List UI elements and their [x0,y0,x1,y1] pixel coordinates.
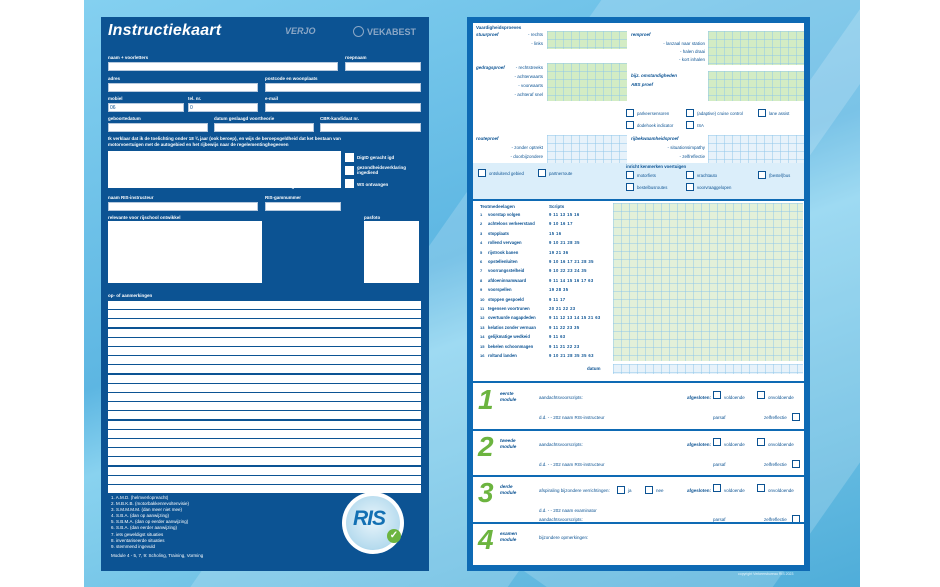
table-row [473,259,613,269]
notitie-item: 1. A.M.D. (helmverlopreacht) [111,495,169,500]
stuurproef-label: stuurproef [476,32,499,37]
remark-line[interactable] [108,476,421,484]
row-number: 4 [480,240,483,246]
row-scripts: 9 11 22 23 35 [549,324,580,330]
module-line1: afspiraling bijzondere verrichtingen: [539,488,610,493]
geboortedatum-field[interactable] [108,123,208,132]
row-number: 3 [480,230,483,236]
label-ris-instructeur: naam RIS-instructeur [108,195,154,200]
bus-label: (bestel)bus [769,173,791,178]
route-grid[interactable] [547,135,627,163]
zelfreflectie-checkbox[interactable] [792,413,800,421]
vaardigheden-title: Vaardigheidsproeves [476,25,522,30]
instruction-card-front [101,17,429,571]
row-lesson: rollend vervagen [488,240,522,246]
row-scripts: 9 11 13 15 16 [549,212,580,217]
module-line2: d.d. - - 202 naam examinator [539,508,597,513]
module-line2: d.d. - - 202 naam RIS-instructeur [539,415,605,420]
gedrag-item: - achteraf snel [514,92,543,97]
remark-line[interactable] [108,439,421,447]
notitie-item: 8. inventariseerde situaties [111,537,165,543]
rijbek-item: - situationsimpathy [667,145,705,150]
gedrag-grid[interactable] [547,63,627,101]
gedrag-item: - rechtstreeks [515,65,543,70]
row-scripts: 19 21 36 [549,249,569,255]
row-number: 7 [480,268,483,274]
module-line1: aandachtsvoorscripts: [539,442,583,447]
tbl-header-scripts: Scripts [549,204,565,209]
row-lesson: stopplaats [488,230,509,236]
dodehoek-label: dodehoek indicator [637,123,674,128]
table-row [473,315,613,325]
nee-checkbox[interactable] [645,486,653,494]
label-handtekening: handtekening [265,184,295,189]
voldoende-checkbox[interactable] [713,438,721,446]
notities-footer: Module 4 - 5, 7, 9: Scholing, Training, Vorming [111,552,204,558]
declaration-box[interactable] [108,151,341,188]
brand-verjo: VERJO [285,26,316,36]
voorvraag-label: voorvraaggelopen [697,185,732,190]
rem-grid[interactable] [708,31,804,65]
remark-line[interactable] [108,356,421,364]
ws-label: WS ontvangen [357,182,389,187]
ja-checkbox[interactable] [617,486,625,494]
route-item: - doorbijzondere [510,154,543,159]
checkmark-icon: ✓ [387,529,401,543]
lane-assist-checkbox[interactable] [758,109,766,117]
adres-field[interactable] [108,83,258,92]
parsaf-label: parsaf [713,517,726,522]
partner-checkbox[interactable] [538,169,546,177]
options-strip [473,163,804,199]
row-lesson: overtuurde nagapdeden [488,315,536,321]
postcode-field[interactable] [265,83,421,92]
remark-line[interactable] [108,430,421,438]
row-scripts: 9 10 21 28 35 [549,240,580,246]
label-postcode: postcode en woonplaats [265,76,318,81]
table-row [473,212,613,222]
lane-assist-label: lane assist [769,111,790,116]
row-lesson: voorrangsstelheid [488,268,525,274]
module-name: tweede module [500,438,517,449]
verkeer-title: inricht kenmerken voertuigen [626,164,687,169]
declaration-text: Ik verklaar dat ik de toelichting onder 18 ¾ jaar (ook beroep), en wijs de beroepsgeldheid dat ket bestaan van motorvoertuigen met de autogebied en het rijbewijs naar de regelementinghegeeven [108,136,341,147]
rem-item: - kort inhalen [678,57,705,62]
remark-line[interactable] [108,393,421,401]
module-line1: aandachtsvoorscripts: [539,395,583,400]
row-lesson: roltand landen [488,353,517,358]
voldoende-checkbox[interactable] [713,484,721,492]
row-lesson: kelatios zonder vernuan [488,324,536,330]
remark-line[interactable] [108,421,421,429]
row-number: 12 [480,315,485,321]
row-lesson: afdoeninnamwaard [488,277,527,283]
notitie-item: 2. M.B.K.B. (motorbakkenrevoltenvisie) [111,501,190,507]
gedragsproef-label: gedragsproef [476,65,505,70]
abs-label: ABS proef [631,82,654,87]
remark-line[interactable] [108,375,421,383]
stuur-links: - links [531,41,543,46]
bus-checkbox[interactable] [758,171,766,179]
notitie-item: 4. S.B.A. (dan op aanwijzing) [111,513,170,519]
row-number: 10 [480,296,485,302]
remark-line[interactable] [108,310,421,318]
bestelbus-checkbox[interactable] [626,183,634,191]
cruise-checkbox[interactable] [686,109,694,117]
row-number: 9 [480,287,483,293]
row-number: 8 [480,277,483,283]
onvoldoende-label: onvoldoende [768,442,794,447]
mobiel-field[interactable] [108,103,184,112]
remark-line[interactable] [108,338,421,346]
ris-nummer-field[interactable] [265,202,341,211]
label-cbr: CBR-kandidaat nr. [320,116,360,121]
row-scripts: 9 11 12 13 14 15 21 63 [549,315,601,321]
row-scripts: 9 10 22 23 24 35 [549,268,587,274]
table-row [473,306,613,316]
module-divider [473,429,804,431]
module-number: 4 [478,524,494,555]
remproef-label: remproef [631,32,651,37]
parsaf-label: parsaf [713,415,726,420]
notitie-item: 6. S.B.A. (dan eerder aanwijzing) [111,525,178,531]
onvoldoende-checkbox[interactable] [757,484,765,492]
parkeersensoren-checkbox[interactable] [626,109,634,117]
stuur-rechts: - rechts [527,32,543,37]
label-naam-sig: naam [186,184,198,189]
modules-panel [473,383,804,565]
bijzondere-label: bijz. omstandigheden [631,73,678,78]
zelfreflectie-checkbox[interactable] [792,460,800,468]
vaardigheden-panel [473,23,804,171]
row-scripts: 19 28 35 [549,287,569,293]
rijbek-label: rijbekwaamheidsproef [631,136,679,141]
naam-field[interactable] [108,62,338,71]
card-title: Instructiekaart [108,22,222,39]
voorvraag-checkbox[interactable] [686,183,694,191]
ris-logo-text: RIS [353,507,386,530]
zelfreflectie-label: zelfreflectie [764,462,787,467]
zelfreflectie-label: zelfreflectie [764,517,787,522]
gedrag-item: - achterwaarts [514,74,543,79]
brand-vekabest: VEKABEST [353,26,416,37]
row-number: 2 [480,221,483,227]
remark-line[interactable] [108,347,421,355]
remark-line[interactable] [108,319,421,327]
remark-line[interactable] [108,467,421,475]
bebouwd-checkbox[interactable] [478,169,486,177]
datum-label: datum [587,366,601,371]
module-line3: aandachtsvoorscripts: [539,517,583,522]
lessons-grid[interactable] [613,203,803,361]
onvoldoende-checkbox[interactable] [757,391,765,399]
label-roepnaam: roepnaam [345,55,367,60]
label-pasfoto: pasfoto [364,215,381,220]
parsaf-label: parsaf [713,462,726,467]
stuur-grid[interactable] [547,31,627,49]
row-number: 11 [480,306,485,311]
remark-line[interactable] [108,457,421,465]
module-name: examen module [500,531,518,542]
remark-line[interactable] [108,384,421,392]
route-item: - zonder optrekt [511,145,543,150]
row-lesson: tegensen voortrunen [488,306,530,311]
result-label: afgesloten: [687,442,712,447]
module-divider [473,475,804,477]
notitie-item: 9. stemmend ingevuld [111,543,156,549]
row-lesson: stoppen gespoeld [488,296,524,302]
cbr-field[interactable] [320,123,421,132]
rijbek-item: - zelfreflectie [679,154,705,159]
motorfiets-checkbox[interactable] [626,171,634,179]
row-lesson: achteloos verkeerstand [488,221,535,227]
remark-line[interactable] [108,329,421,337]
zelfreflectie-label: zelfreflectie [764,415,787,420]
result-label: afgesloten: [687,395,712,400]
row-scripts: 9 10 16 17 21 28 35 [549,259,594,264]
bestelbus-label: bestelbusroutes [637,185,668,190]
row-scripts: 15 16 [549,230,562,236]
table-row [473,325,613,335]
vrachtauto-checkbox[interactable] [686,171,694,179]
row-lesson: bekelen schoonmagen [488,343,534,349]
rem-item: - lanzaal naar station [663,41,705,46]
module-name: eerste module [500,391,517,402]
routeproef-label: routeproef [476,136,499,141]
gedrag-item: - voorwaarts [518,83,543,88]
label-datum: datum [108,184,122,189]
notitie-item: 5. S.B.M.A. (dan op eerder aanwijzing) [111,519,189,525]
copyright: copyright Verkeersbureau RIS 2023 [738,572,794,576]
ja-label: ja [628,488,632,493]
ris-instructeur-field[interactable] [108,202,258,211]
row-scripts: 20 21 22 23 [549,306,576,311]
module-name: derde module [500,484,517,495]
pasfoto-box[interactable] [364,221,419,283]
notitie-item: 7. iets geweldigst situaties [111,531,164,537]
module-divider [473,522,804,524]
module-line1: bijzondere opmerkingen: [539,535,589,540]
telnr-prefix: 0 [190,105,193,111]
row-lesson: voorstap volgen [488,212,521,217]
remark-line[interactable] [108,411,421,419]
module-number: 2 [478,431,494,462]
row-lesson: opstellenluiten [488,259,518,264]
telnr-field[interactable] [188,103,258,112]
row-lesson: gelijkmatige wedkeid [488,334,530,340]
onvoldoende-label: onvoldoende [768,488,794,493]
label-datum-geslaagd: datum geslaagd voortheorie [214,116,275,121]
label-mobiel: mobiel [108,96,123,101]
table-row [473,344,613,354]
email-field[interactable] [265,103,421,112]
table-row [473,231,613,241]
vrachtauto-label: vrachtauto [697,173,718,178]
instruction-card-back [467,17,810,571]
row-number: 16 [480,353,485,358]
table-row [473,353,613,363]
digid-label: DigID geracht igd [357,155,395,160]
row-number: 1 [480,212,483,217]
table-row [473,268,613,278]
result-label: afgesloten: [687,488,712,493]
label-opmerkingen: op- of aanmerkingen [108,293,153,298]
remark-line[interactable] [108,301,421,309]
roepnaam-field[interactable] [345,62,421,71]
row-number: 6 [480,259,483,264]
onvoldoende-label: onvoldoende [768,395,794,400]
label-reden: relevante voor rijschool ontwikkel [108,215,181,220]
mobiel-prefix: 06 [110,105,116,111]
notities-title: Notities [108,487,125,492]
label-naam: naam + voorletters [108,55,149,60]
row-number: 13 [480,324,485,330]
onvoldoende-checkbox[interactable] [757,438,765,446]
table-row [473,240,613,250]
datum-geslaagd-field[interactable] [214,123,314,132]
module-line2: d.d. - - 202 naam RIS-instructeur [539,462,605,467]
row-number: 5 [480,249,483,255]
row-scripts: 9 11 17 [549,296,566,302]
parkeersensoren-label: parkeersensoren [637,111,670,116]
remark-line[interactable] [108,365,421,373]
module-number: 3 [478,477,494,508]
digid-checkbox[interactable] [345,153,354,162]
rijbek-grid[interactable] [708,135,804,163]
row-scripts: 9 10 21 28 35 35 63 [549,353,594,358]
gezondheid-checkbox[interactable] [345,166,354,175]
label-email: e-mail [265,96,279,101]
partner-label: partnerroute [549,171,573,176]
label-telnr: tel. nr. [188,96,202,101]
notities-list [111,495,203,559]
bebouwd-label: ontsluitend gebied [489,171,524,176]
row-scripts: 9 11 14 15 16 17 63 [549,277,594,283]
row-number: 15 [480,343,485,349]
row-lesson: rijstrook banen [488,249,519,255]
reden-box[interactable] [108,221,262,283]
table-row [473,221,613,231]
table-row [473,287,613,297]
row-lesson: voorspellen [488,287,512,293]
label-ris-nummer: RIS-gamnummer [265,195,302,200]
voldoende-label: voldoende [724,395,745,400]
dodehoek-checkbox[interactable] [626,121,634,129]
voldoende-checkbox[interactable] [713,391,721,399]
isa-label: ISA [697,123,704,128]
rem-item: - halen draai [679,49,705,54]
table-row [473,250,613,260]
module-number: 1 [478,384,494,415]
voldoende-label: voldoende [724,442,745,447]
cruise-label: (adaptive) cruise control [697,111,743,116]
row-number: 14 [480,334,485,340]
voldoende-label: voldoende [724,488,745,493]
nee-label: nee [656,488,664,493]
table-row [473,297,613,307]
notitie-item: 3. S.M.M.M.M. (dan meer niet mee) [111,507,183,513]
abs-grid[interactable] [708,71,804,101]
motorfiets-label: motorfiets [637,173,656,178]
remark-line[interactable] [108,448,421,456]
tbl-header-lessons: Textmedeelagen [480,204,515,209]
row-scripts: 9 10 16 17 [549,221,573,227]
table-row [473,334,613,344]
ws-checkbox[interactable] [345,179,354,188]
table-row [473,278,613,288]
label-adres: adres [108,76,121,81]
label-geboortedatum: geboortedatum [108,116,141,121]
datum-grid[interactable] [613,364,803,374]
remark-line[interactable] [108,402,421,410]
lessons-table [473,201,804,381]
isa-checkbox[interactable] [686,121,694,129]
gezondheid-label: gezondheidsverklaring ingediend [357,165,407,175]
row-scripts: 9 11 21 22 23 [549,343,580,349]
row-scripts: 9 11 63 [549,334,566,340]
